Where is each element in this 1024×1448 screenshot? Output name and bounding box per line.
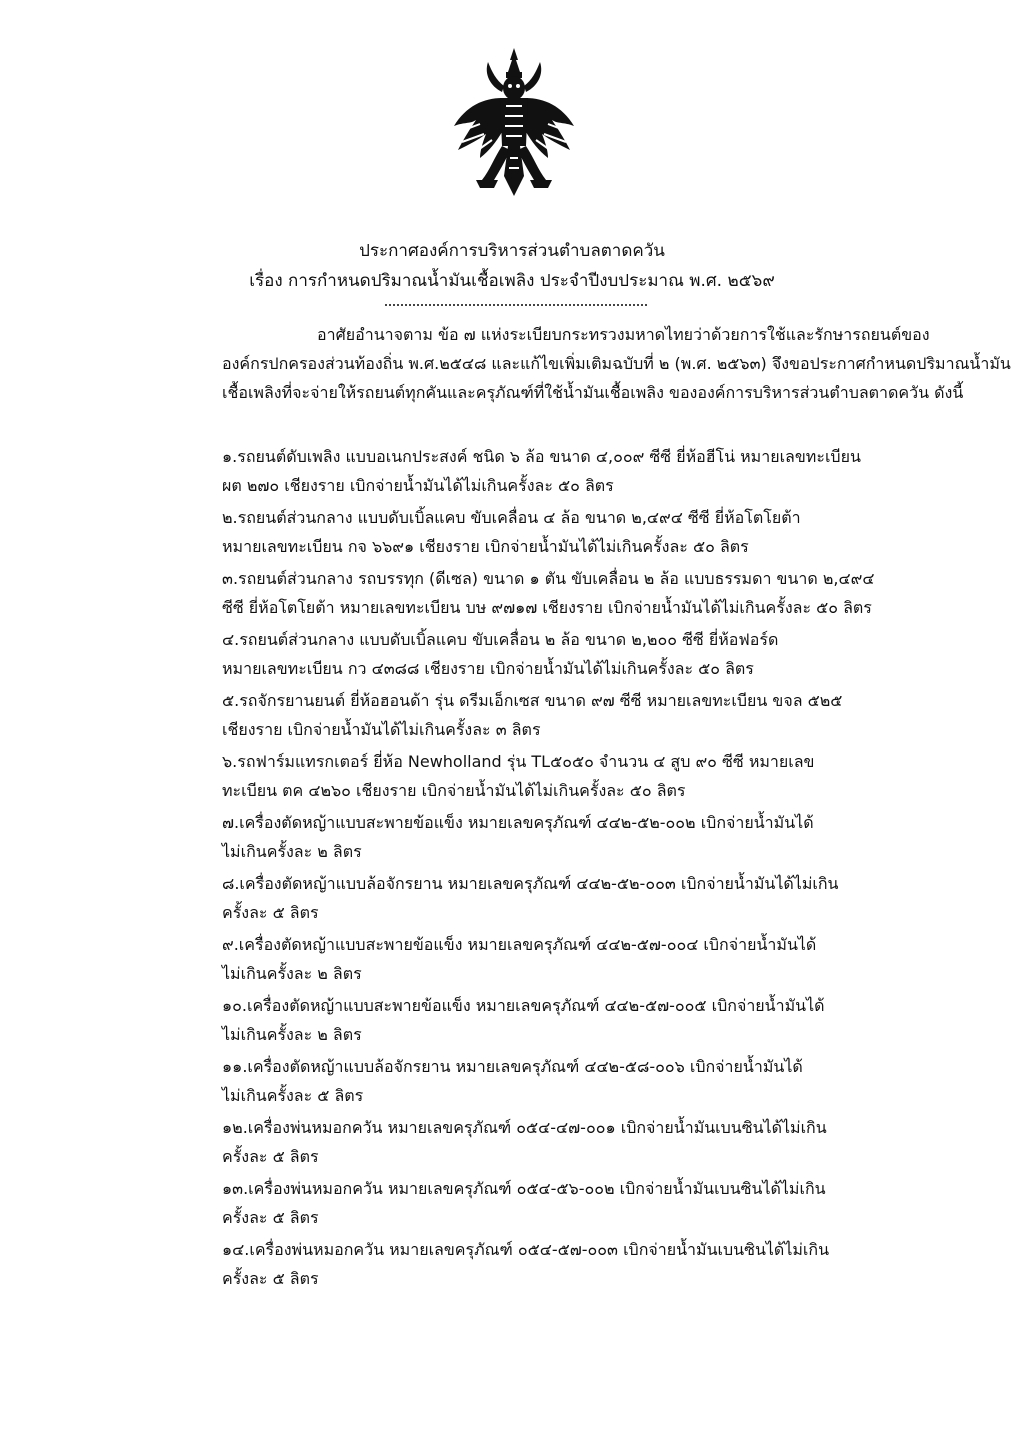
list-item-line: ๗.เครื่องตัดหญ้าแบบสะพายข้อแข็ง หมายเลขครุภัณฑ์ ๔๔๒-๕๒-๐๐๒ เบิกจ่ายน้ำมันได้ (222, 813, 814, 832)
list-item (222, 503, 962, 561)
list-item-line: ไม่เกินครั้งละ ๒ ลิตร (222, 842, 362, 861)
list-item-line: หมายเลขทะเบียน กจ ๖๖๙๑ เชียงราย เบิกจ่ายน้ำมันได้ไม่เกินครั้งละ ๕๐ ลิตร (222, 537, 749, 556)
preamble-line: องค์กรปกครองส่วนท้องถิ่น พ.ศ.๒๕๔๘ และแก้ไขเพิ่มเติมฉบับที่ ๒ (พ.ศ. ๒๕๖๓) จึงขอประกาศกำหนดปริมาณน้ำมัน (222, 354, 1011, 373)
vehicle-list (222, 442, 962, 1296)
preamble-line: เชื้อเพลิงที่จะจ่ายให้รถยนต์ทุกคันและครุภัณฑ์ที่ใช้น้ำมันเชื้อเพลิง ขององค์การบริหารส่วนตำบลตาดควัน ดังนี้ (222, 383, 964, 402)
list-item-line: ๖.รถฟาร์มแทรกเตอร์ ยี่ห้อ Newholland รุ่น TL๕๐๕๐ จำนวน ๔ สูบ ๙๐ ซีซี หมายเลข (222, 752, 815, 771)
list-item-line: ครั้งละ ๕ ลิตร (222, 1208, 319, 1227)
list-item-line: ๔.รถยนต์ส่วนกลาง แบบดับเบิ้ลแคบ ขับเคลื่อน ๒ ล้อ ขนาด ๒,๒๐๐ ซีซี ยี่ห้อฟอร์ด (222, 630, 779, 649)
list-item (222, 991, 962, 1049)
list-item-line: ๓.รถยนต์ส่วนกลาง รถบรรทุก (ดีเซล) ขนาด ๑ ตัน ขับเคลื่อน ๒ ล้อ แบบธรรมดา ขนาด ๒,๔๙๔ (222, 569, 875, 588)
list-item (222, 1113, 962, 1171)
announcement-subject: เรื่อง การกำหนดปริมาณน้ำมันเชื้อเพลิง ประจำปีงบประมาณ พ.ศ. ๒๕๖๙ (249, 271, 775, 291)
list-item (222, 747, 962, 805)
list-item-line: ไม่เกินครั้งละ ๒ ลิตร (222, 964, 362, 983)
list-item (222, 869, 962, 927)
list-item-line: ไม่เกินครั้งละ ๒ ลิตร (222, 1025, 362, 1044)
list-item-line: ครั้งละ ๕ ลิตร (222, 1147, 319, 1166)
list-item (222, 625, 962, 683)
list-item-line: หมายเลขทะเบียน กว ๔๓๘๘ เชียงราย เบิกจ่ายน้ำมันได้ไม่เกินครั้งละ ๕๐ ลิตร (222, 659, 754, 678)
list-item-line: ทะเบียน ตค ๔๒๖๐ เชียงราย เบิกจ่ายน้ำมันได้ไม่เกินครั้งละ ๕๐ ลิตร (222, 781, 686, 800)
list-item-line: ๑๐.เครื่องตัดหญ้าแบบสะพายข้อแข็ง หมายเลขครุภัณฑ์ ๔๔๒-๕๗-๐๐๕ เบิกจ่ายน้ำมันได้ (222, 996, 825, 1015)
list-item (222, 1174, 962, 1232)
list-item-line: ครั้งละ ๕ ลิตร (222, 903, 319, 922)
announcement-title: ประกาศองค์การบริหารส่วนตำบลตาดควัน (359, 241, 665, 261)
list-item-line: ๑๓.เครื่องพ่นหมอกควัน หมายเลขครุภัณฑ์ ๐๕๔-๕๖-๐๐๒ เบิกจ่ายน้ำมันเบนซินได้ไม่เกิน (222, 1179, 826, 1198)
list-item-line: ๑.รถยนต์ดับเพลิง แบบอเนกประสงค์ ชนิด ๖ ล้อ ขนาด ๔,๐๐๙ ซีซี ยี่ห้อฮีโน่ หมายเลขทะเบียน (222, 447, 861, 466)
list-item-line: ซีซี ยี่ห้อโตโยต้า หมายเลขทะเบียน บษ ๙๗๑๗ เชียงราย เบิกจ่ายน้ำมันได้ไม่เกินครั้งละ ๕๐ ลิตร (222, 598, 872, 617)
list-item (222, 564, 962, 622)
list-item-line: ๒.รถยนต์ส่วนกลาง แบบดับเบิ้ลแคบ ขับเคลื่อน ๔ ล้อ ขนาด ๒,๔๙๔ ซีซี ยี่ห้อโตโยต้า (222, 508, 801, 527)
list-item-line: ๑๑.เครื่องตัดหญ้าแบบล้อจักรยาน หมายเลขครุภัณฑ์ ๔๔๒-๕๘-๐๐๖ เบิกจ่ายน้ำมันได้ (222, 1057, 803, 1076)
list-item (222, 1235, 962, 1293)
list-item-line: เชียงราย เบิกจ่ายน้ำมันได้ไม่เกินครั้งละ ๓ ลิตร (222, 720, 541, 739)
list-item-line: ๙.เครื่องตัดหญ้าแบบสะพายข้อแข็ง หมายเลขครุภัณฑ์ ๔๔๒-๕๗-๐๐๔ เบิกจ่ายน้ำมันได้ (222, 935, 817, 954)
list-item (222, 1052, 962, 1110)
list-item (222, 686, 962, 744)
list-item-line: ครั้งละ ๕ ลิตร (222, 1269, 319, 1288)
list-item-line: ไม่เกินครั้งละ ๕ ลิตร (222, 1086, 364, 1105)
announcement-heading (0, 236, 1024, 296)
preamble-line: อาศัยอำนาจตาม ข้อ ๗ แห่งระเบียบกระทรวงมหาดไทยว่าด้วยการใช้และรักษารถยนต์ของ (317, 325, 930, 344)
list-item-line: ๑๔.เครื่องพ่นหมอกควัน หมายเลขครุภัณฑ์ ๐๕๔-๕๗-๐๐๓ เบิกจ่ายน้ำมันเบนซินได้ไม่เกิน (222, 1240, 830, 1259)
list-item-line: ๘.เครื่องตัดหญ้าแบบล้อจักรยาน หมายเลขครุภัณฑ์ ๔๔๒-๕๒-๐๐๓ เบิกจ่ายน้ำมันได้ไม่เกิน (222, 874, 839, 893)
list-item-line: ๕.รถจักรยานยนต์ ยี่ห้อฮอนด้า รุ่น ดรีมเอ็กเซส ขนาด ๙๗ ซีซี หมายเลขทะเบียน ขจล ๕๒๕ (222, 691, 843, 710)
list-item (222, 930, 962, 988)
list-item-line: ๑๒.เครื่องพ่นหมอกควัน หมายเลขครุภัณฑ์ ๐๕๔-๔๗-๐๐๑ เบิกจ่ายน้ำมันเบนซินได้ไม่เกิน (222, 1118, 827, 1137)
garuda-emblem-icon (450, 46, 578, 206)
dotted-divider (385, 304, 647, 310)
list-item (222, 442, 962, 500)
list-item-line: ผต ๒๗๐ เชียงราย เบิกจ่ายน้ำมันได้ไม่เกินครั้งละ ๕๐ ลิตร (222, 476, 614, 495)
list-item (222, 808, 962, 866)
